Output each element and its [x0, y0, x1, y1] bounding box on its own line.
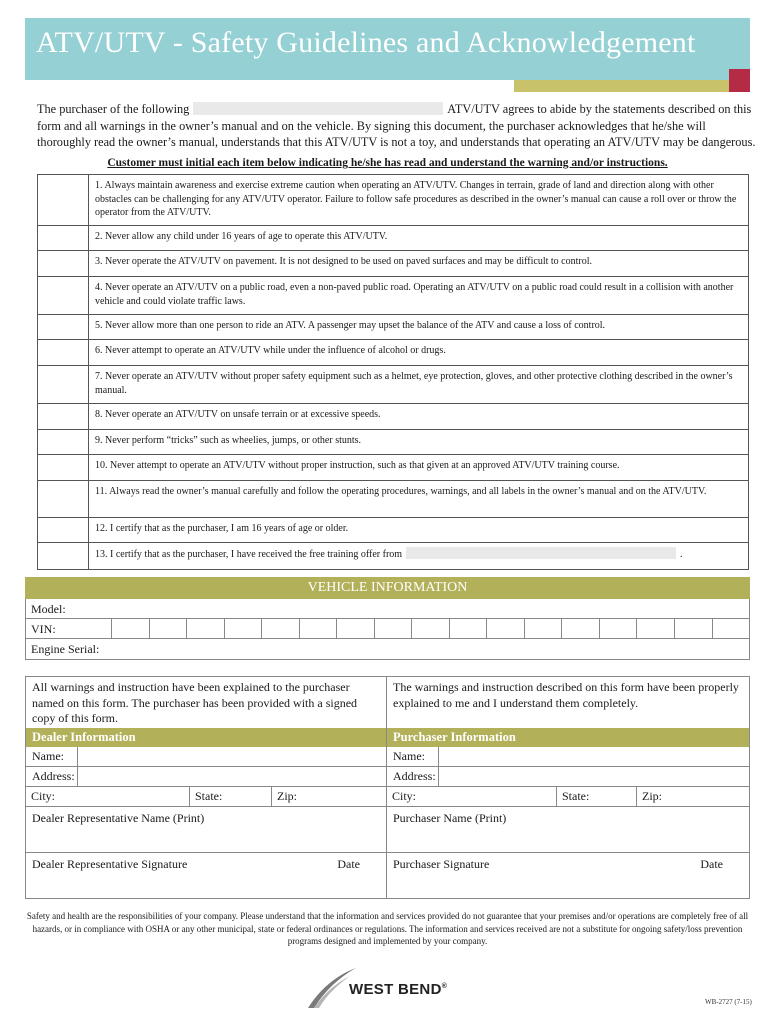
acknowledgement-items [37, 174, 749, 570]
registered-mark: ® [441, 983, 448, 990]
item-row [38, 455, 748, 481]
item-text: 7. Never operate an ATV/UTV without proper safety equipment such as a helmet, eye protection, gloves, and other protective clothing described in the owner’s manual. [95, 371, 733, 396]
vin-cell[interactable] [411, 619, 449, 638]
item-row [38, 175, 748, 226]
purchaser-info-header: Purchaser Information [387, 728, 749, 747]
dealer-rep-name-field[interactable] [26, 807, 386, 853]
initial-box[interactable] [38, 455, 89, 480]
initial-box[interactable] [38, 366, 89, 403]
item13-before-blank: 13. I certify that as the purchaser, I have received the free training offer from [95, 549, 403, 560]
purchaser-print-name-field[interactable] [387, 807, 749, 853]
vin-row [26, 619, 749, 639]
accent-square [729, 69, 750, 92]
intro-after-blank: ATV/UTV agrees to abide by the statements described on this form and all warnings in the owner’s manual and on the vehicle. By signing this document, the purchaser acknowledges that he/she will thoroughly read the owner’s manual, understands that this ATV/UTV is not a toy, and understands that operating an ATV/UTV may be dangerous. [37, 102, 756, 149]
dealer-statement: All warnings and instruction have been explained to the purchaser named on this form. The purchaser has been provided with a signed copy of this form. [26, 677, 387, 733]
initial-box[interactable] [38, 277, 89, 314]
accent-bar [514, 80, 729, 92]
dealer-rep-name-label: Dealer Representative Name (Print) [32, 811, 205, 825]
form-code: WB-2727 (7-15) [705, 998, 752, 1006]
dealer-blank-field[interactable] [406, 547, 676, 559]
vin-cell[interactable] [561, 619, 599, 638]
item-text: 6. Never attempt to operate an ATV/UTV while under the influence of alcohol or drugs. [95, 345, 446, 356]
purchaser-city-field[interactable] [387, 787, 557, 806]
dealer-state-field[interactable] [190, 787, 272, 806]
vin-cell[interactable] [261, 619, 299, 638]
item-row [38, 481, 748, 518]
page-title: ATV/UTV - Safety Guidelines and Acknowledgement [36, 26, 696, 59]
dealer-address-label: Address: [26, 767, 78, 786]
vin-cell[interactable] [524, 619, 562, 638]
dealer-signature-label: Dealer Representative Signature [32, 857, 188, 871]
item-text: 5. Never allow more than one person to ride an ATV. A passenger may upset the balance of the ATV and cause a loss of control. [95, 320, 606, 331]
purchaser-city-label: City: [392, 789, 417, 803]
vin-cells [111, 619, 749, 638]
item-row [38, 340, 748, 366]
dealer-city-label: City: [31, 789, 56, 803]
item-text: 12. I certify that as the purchaser, I am 16 years of age or older. [95, 523, 349, 534]
purchaser-state-label: State: [562, 789, 590, 803]
purchaser-signature-label: Purchaser Signature [393, 857, 490, 871]
item-row [38, 430, 748, 455]
item-row [38, 277, 748, 315]
vin-cell[interactable] [336, 619, 374, 638]
vin-cell[interactable] [374, 619, 412, 638]
item-text: 4. Never operate an ATV/UTV on a public road, even a non-paved public road. Operating an ATV/UTV on a public road could result in a collision with another vehicle and could violate traffic laws. [95, 282, 734, 307]
vin-cell[interactable] [449, 619, 487, 638]
item-row [38, 315, 748, 340]
item-text: 9. Never perform “tricks” such as wheelies, jumps, or other stunts. [95, 435, 362, 446]
intro-paragraph [37, 101, 757, 151]
initial-box[interactable] [38, 518, 89, 542]
engine-serial-row[interactable] [26, 639, 749, 659]
dealer-zip-field[interactable] [272, 787, 386, 806]
info-section [25, 728, 750, 899]
item-row [38, 518, 748, 543]
purchaser-print-name-label: Purchaser Name (Print) [393, 811, 507, 825]
purchaser-zip-field[interactable] [637, 787, 749, 806]
vehicle-info-header: VEHICLE INFORMATION [25, 577, 750, 599]
purchaser-info [386, 728, 750, 899]
initial-box[interactable] [38, 543, 89, 569]
vin-cell[interactable] [299, 619, 337, 638]
vin-cell[interactable] [674, 619, 712, 638]
model-row[interactable] [26, 599, 749, 619]
initial-box[interactable] [38, 340, 89, 365]
item13-period: . [680, 549, 683, 560]
dealer-name-row[interactable] [26, 747, 386, 767]
dealer-date-label: Date [337, 857, 360, 871]
vin-cell[interactable] [486, 619, 524, 638]
acknowledgement-statements [25, 676, 750, 734]
initial-instruction: Customer must initial each item below indicating he/she has read and understand the warning and/or instructions. [107, 157, 668, 169]
item-text: 3. Never operate the ATV/UTV on pavement. It is not designed to be used on paved surfaces and may be difficult to control. [95, 256, 592, 267]
item-row [38, 404, 748, 430]
item-text: 1. Always maintain awareness and exercise extreme caution when operating an ATV/UTV. Changes in terrain, grade of land and direction along with other obstacles can be challenging for any ATV/UTV operator. Failure to follow safe procedures as described in the owner’s manual can cause a roll over or throw the operator from the ATV/UTV. [95, 180, 737, 218]
item-text: 8. Never operate an ATV/UTV on unsafe terrain or at excessive speeds. [95, 409, 381, 420]
item-row [38, 543, 748, 569]
purchaser-state-field[interactable] [557, 787, 637, 806]
item-text: 2. Never allow any child under 16 years of age to operate this ATV/UTV. [95, 231, 388, 242]
vin-cell[interactable] [712, 619, 750, 638]
item-text: 11. Always read the owner’s manual carefully and follow the operating procedures, warnings, and all labels in the owner’s manual and on the ATV/UTV. [95, 486, 707, 497]
purchaser-address-label: Address: [387, 767, 439, 786]
initial-box[interactable] [38, 251, 89, 276]
purchaser-name-row[interactable] [387, 747, 749, 767]
vin-cell[interactable] [224, 619, 262, 638]
initial-box[interactable] [38, 315, 89, 339]
vin-cell[interactable] [111, 619, 149, 638]
initial-box[interactable] [38, 404, 89, 429]
purchaser-name-label: Name: [387, 747, 439, 766]
item-text: 10. Never attempt to operate an ATV/UTV without proper instruction, such as that given at an approved ATV/UTV training course. [95, 460, 620, 471]
dealer-name-label: Name: [26, 747, 78, 766]
purchaser-address-row[interactable] [387, 767, 749, 787]
dealer-city-row [26, 787, 386, 807]
vin-label: VIN: [31, 622, 56, 636]
purchaser-statement: The warnings and instruction described on this form have been properly explained to me and I understand them completely. [393, 680, 739, 710]
item-row [38, 226, 748, 251]
dealer-state-label: State: [195, 789, 223, 803]
vin-cell[interactable] [186, 619, 224, 638]
purchaser-date-label: Date [700, 857, 723, 871]
purchaser-signature-field[interactable] [387, 853, 749, 899]
item-row [38, 366, 748, 404]
purchaser-city-row [387, 787, 749, 807]
initial-box[interactable] [38, 175, 89, 225]
purchaser-zip-label: Zip: [642, 789, 662, 803]
vehicle-blank-field[interactable] [193, 102, 443, 115]
vin-cell[interactable] [599, 619, 637, 638]
disclaimer: Safety and health are the responsibilities of your company. Please understand that the information and services provided do not guarantee that your premises and/or operations are completely free of all hazards, or in compliance with OSHA or any other municipal, state or federal ordinances or regulations. The information and services received are not a substitute for ongoing safety/loss prevention programs designed and implemented by your company. [26, 911, 749, 946]
initial-box[interactable] [38, 226, 89, 250]
west-bend-logo [300, 962, 480, 1012]
engine-serial-label: Engine Serial: [31, 642, 100, 656]
intro-before-blank: The purchaser of the following [37, 102, 190, 116]
dealer-signature-field[interactable] [26, 853, 386, 899]
dealer-info [25, 728, 386, 899]
model-label: Model: [31, 602, 66, 616]
vin-cell[interactable] [149, 619, 187, 638]
item-text [89, 543, 748, 569]
initial-box[interactable] [38, 430, 89, 454]
item-row [38, 251, 748, 277]
dealer-address-row[interactable] [26, 767, 386, 787]
logo-wordmark: WEST BEND [349, 981, 442, 998]
dealer-zip-label: Zip: [277, 789, 297, 803]
vehicle-info-table [25, 599, 750, 660]
initial-box[interactable] [38, 481, 89, 517]
dealer-info-header: Dealer Information [26, 728, 386, 747]
logo-text [349, 981, 447, 998]
vin-cell[interactable] [636, 619, 674, 638]
dealer-city-field[interactable] [26, 787, 190, 806]
